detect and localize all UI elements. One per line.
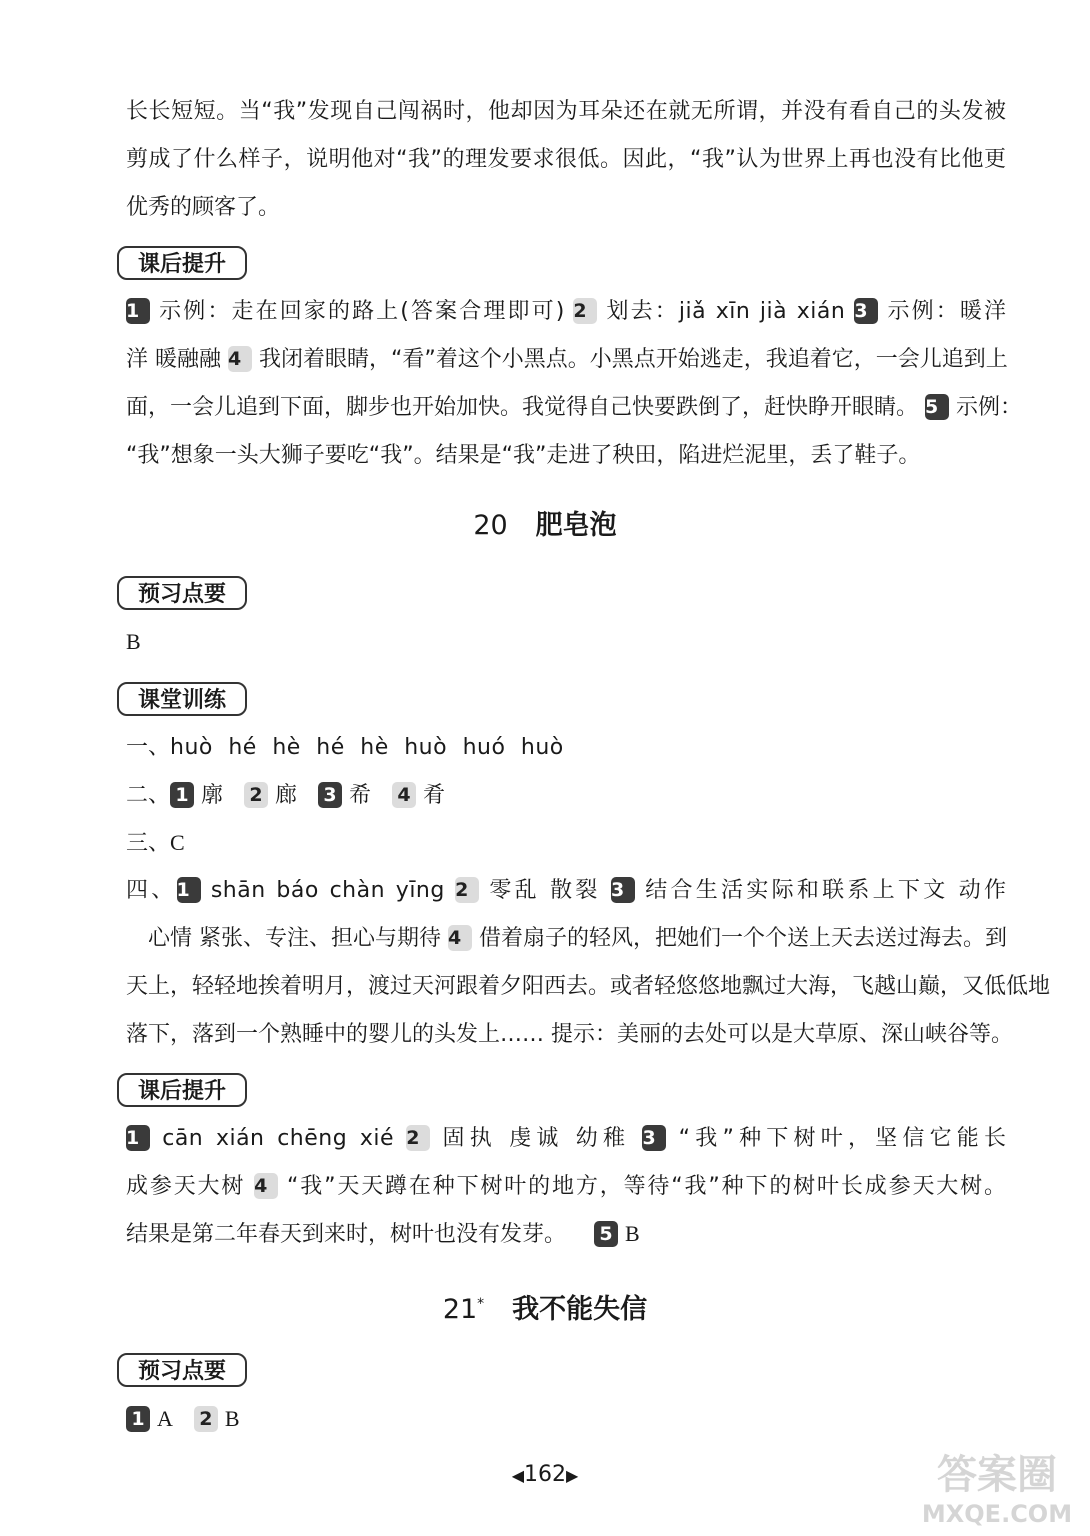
er-3-answer: 希 xyxy=(349,783,372,808)
page-number-value: 162 xyxy=(524,1462,566,1487)
si-2-answer: 零乱 散裂 xyxy=(489,878,601,903)
watermark-line-2: MXQE.COM xyxy=(921,1500,1073,1528)
si-3-answer: 结合生活实际和联系上下文 动作 xyxy=(645,878,1006,903)
er-2-answer: 廊 xyxy=(275,783,298,808)
q-yi-pinyin: huò hé hè hé hè huò huó huò xyxy=(170,735,564,760)
ht-3-answer: “我”种下树叶，坚信它能长 xyxy=(678,1126,1007,1151)
ht-2-answer: 固执 虔诚 幼稚 xyxy=(442,1126,631,1151)
ht-5-badge: 5 xyxy=(594,1221,618,1247)
q5-badge: 5 xyxy=(925,394,949,420)
q4-answer-cont: 面，一会儿追到下面，脚步也开始加快。我觉得自己快要跌倒了，赶快睁开眼睛。 xyxy=(126,395,919,420)
section-label-yuxi: 预习点要 xyxy=(117,576,247,610)
section-label-ketang: 课堂训练 xyxy=(117,682,247,716)
si-3-answer-cont: 心情 紧张、专注、担心与期待 xyxy=(148,926,441,951)
q1-answer: 示例：走在回家的路上(答案合理即可) xyxy=(159,299,565,324)
ht-2-badge: 2 xyxy=(406,1125,430,1151)
ketang-q-si-line-3: 天上，轻轻地挨着明月，渡过天河跟着夕阳西去。或者轻悠悠地飘过大海，飞越山巅，又低低地 xyxy=(126,974,1051,999)
si-2-badge: 2 xyxy=(455,877,479,903)
q1-badge: 1 xyxy=(126,298,150,324)
yx21-2-answer: B xyxy=(224,1406,240,1431)
si-3-badge: 3 xyxy=(611,877,635,903)
q-san-label: 三、 xyxy=(126,831,171,856)
ketang-q-si-line-1 xyxy=(126,876,1006,906)
si-4-badge: 4 xyxy=(448,925,472,951)
watermark-line-1: 答案圈 xyxy=(937,1452,1057,1498)
er-3-badge: 3 xyxy=(318,782,342,808)
q-san-answer: C xyxy=(170,830,185,855)
yx21-1-answer: A xyxy=(157,1406,173,1431)
yuxi20-answer: B xyxy=(126,629,141,654)
ht-1-badge: 1 xyxy=(126,1125,150,1151)
left-triangle-icon: ◀ xyxy=(511,1466,524,1485)
lesson-number-value: 21 xyxy=(442,1294,478,1325)
q3-badge: 3 xyxy=(854,298,878,324)
prev-text-line-3: 优秀的顾客了。 xyxy=(126,195,281,220)
houti20-line-1 xyxy=(126,1124,1006,1154)
q-er-label: 二、 xyxy=(126,783,171,808)
lesson-title: 肥皂泡 xyxy=(535,510,617,541)
lesson-number-21 xyxy=(443,1294,484,1325)
q2-label: 划去： xyxy=(606,299,679,324)
si-4-answer: 借着扇子的轻风，把她们一个个送上天去送过海去。到 xyxy=(479,926,1008,951)
ketang-q-si-line-4: 落下，落到一个熟睡中的婴儿的头发上…… 提示：美丽的去处可以是大草原、深山峡谷等。 xyxy=(126,1022,1013,1047)
si-1-badge: 1 xyxy=(177,877,201,903)
prev-text-line-2: 剪成了什么样子，说明他对“我”的理发要求很低。因此，“我”认为世界上再也没有比他更 xyxy=(126,147,1006,172)
houti19-line-2 xyxy=(126,345,1006,375)
houti19-line-1 xyxy=(126,297,1006,327)
er-2-badge: 2 xyxy=(244,782,268,808)
ketang-q-san xyxy=(126,828,1006,859)
er-1-badge: 1 xyxy=(170,782,194,808)
section-label-houti-20: 课后提升 xyxy=(117,1073,247,1107)
ketang-q-er xyxy=(126,781,1006,811)
lesson-heading-20 xyxy=(0,508,1090,544)
q-yi-label: 一、 xyxy=(126,735,171,760)
q2-pinyin: jiǎ xīn jià xián xyxy=(678,299,846,324)
watermark-logo xyxy=(912,1446,1082,1530)
lesson-title-21: 我不能失信 xyxy=(512,1294,648,1325)
q4-badge: 4 xyxy=(228,346,252,372)
er-4-badge: 4 xyxy=(392,782,416,808)
ht-1-pinyin: cān xián chēng xié xyxy=(162,1126,395,1151)
ht-4-answer: “我”天天蹲在种下树叶的地方，等待“我”种下的树叶长成参天大树。 xyxy=(286,1174,1007,1199)
q4-answer: 我闭着眼睛，“看”着这个小黑点。小黑点开始逃走，我追着它，一会儿追到上 xyxy=(259,347,1008,372)
lesson-number: 20 xyxy=(473,510,508,541)
right-triangle-icon: ▶ xyxy=(566,1466,579,1485)
ht-3-badge: 3 xyxy=(642,1125,666,1151)
er-1-answer: 廓 xyxy=(201,783,224,808)
q3-answer: 示例：暖洋 xyxy=(887,299,1007,324)
ht-4-answer-cont: 结果是第二年春天到来时，树叶也没有发芽。 xyxy=(126,1222,567,1247)
prev-text-line-1: 长长短短。当“我”发现自己闯祸时，他却因为耳朵还在就无所谓，并没有看自己的头发被 xyxy=(126,99,1006,124)
houti19-line-3 xyxy=(126,393,1023,423)
section-label-houti: 课后提升 xyxy=(117,246,247,280)
section-label-yuxi-21: 预习点要 xyxy=(117,1353,247,1387)
ht-5-answer: B xyxy=(625,1221,640,1246)
ketang-q-yi xyxy=(126,733,1006,763)
houti20-line-3 xyxy=(126,1219,1006,1250)
si-1-pinyin: shān báo chàn yīng xyxy=(210,878,445,903)
er-4-answer: 肴 xyxy=(423,783,446,808)
q3-answer-cont: 洋 暖融融 xyxy=(126,347,221,372)
houti20-line-2 xyxy=(126,1172,1006,1202)
q5-label: 示例： xyxy=(956,395,1023,420)
yx21-1-badge: 1 xyxy=(126,1406,150,1432)
ketang-q-si-line-2 xyxy=(148,924,1006,954)
houti19-line-4: “我”想象一头大狮子要吃“我”。结果是“我”走进了秧田，陷进烂泥里，丢了鞋子。 xyxy=(126,443,921,468)
q-si-label: 四、 xyxy=(126,878,177,903)
ht-4-badge: 4 xyxy=(254,1173,278,1199)
lesson-heading-21 xyxy=(0,1286,1090,1328)
optional-lesson-mark: * xyxy=(477,1296,485,1312)
yuxi21-answers xyxy=(126,1404,1006,1435)
ht-3-answer-cont: 成参天大树 xyxy=(126,1174,246,1199)
yx21-2-badge: 2 xyxy=(194,1406,218,1432)
q2-badge: 2 xyxy=(573,298,597,324)
